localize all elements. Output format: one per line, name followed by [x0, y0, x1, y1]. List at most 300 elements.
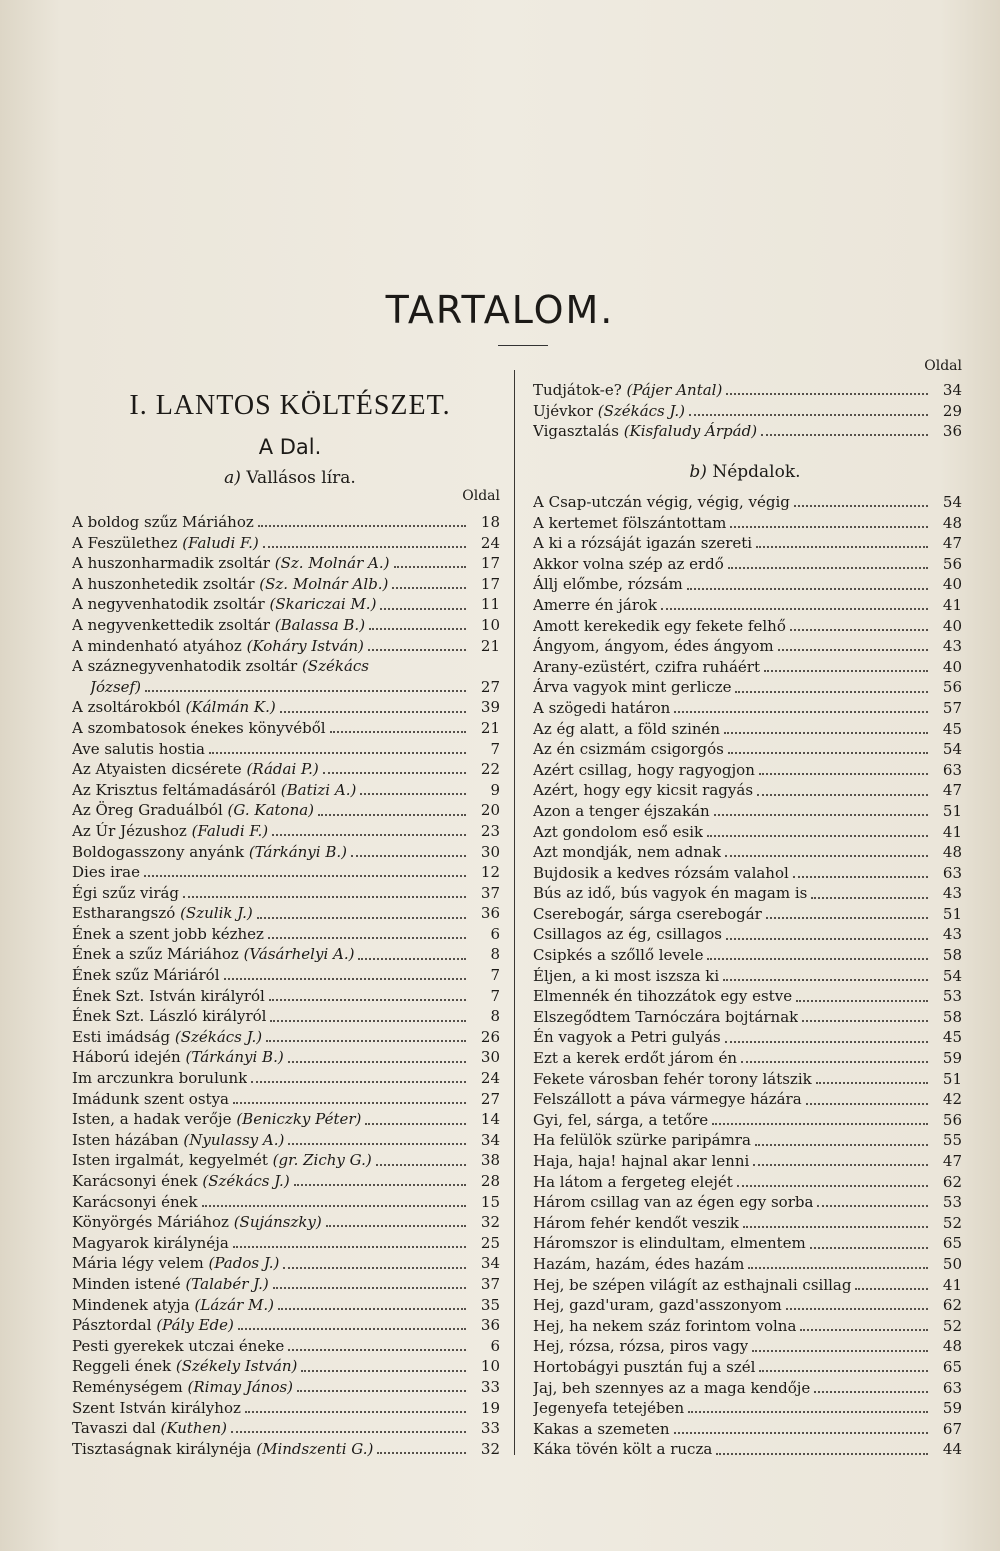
toc-entry-page: 54: [942, 493, 962, 511]
toc-entry: [533, 636, 962, 657]
dot-leader: [272, 834, 466, 836]
toc-entry: [533, 401, 962, 422]
dot-leader: [748, 1267, 928, 1269]
toc-entry-text: Felszállott a páva vármegye házára: [533, 1090, 802, 1109]
toc-entry-page: 12: [480, 863, 500, 882]
toc-entry-title: [72, 965, 220, 986]
toc-entry-page: 40: [942, 657, 962, 676]
dot-leader: [661, 608, 928, 610]
toc-entry-title: [533, 1007, 798, 1028]
toc-entry: [533, 533, 962, 554]
toc-entry: [533, 677, 962, 698]
toc-entry: [533, 986, 962, 1007]
toc-entry-title: [72, 1212, 322, 1233]
toc-entry-title: [72, 842, 347, 863]
toc-entry-title: [72, 697, 276, 718]
toc-entry: [533, 1316, 962, 1337]
toc-entry: [72, 883, 500, 904]
toc-entry-page: 58: [942, 946, 962, 965]
toc-entry-title: [72, 862, 140, 883]
toc-entry-title: [533, 595, 657, 616]
toc-entry-page: 14: [480, 1110, 500, 1129]
toc-entry-page: 47: [942, 534, 962, 553]
toc-entry: [72, 862, 500, 883]
toc-entry-page: 10: [480, 615, 500, 634]
toc-entry-title: [72, 1295, 274, 1316]
toc-entry: [533, 421, 962, 442]
dot-leader: [806, 1103, 928, 1105]
dot-leader: [728, 567, 928, 569]
left-subsection-heading: [70, 468, 510, 488]
toc-entry: [72, 965, 500, 986]
dot-leader: [209, 752, 466, 754]
toc-entry-title: [72, 759, 319, 780]
dot-leader: [716, 1453, 928, 1455]
toc-entry: [72, 697, 500, 718]
toc-entry-page: 52: [942, 1316, 962, 1335]
toc-entry-page: 39: [480, 698, 500, 717]
dot-leader: [318, 814, 466, 816]
dot-leader: [263, 546, 466, 548]
dot-leader: [270, 1020, 466, 1022]
toc-entry: [72, 1398, 500, 1419]
dot-leader: [360, 793, 466, 795]
toc-entry-author: (Faludi F.): [191, 821, 269, 840]
toc-entry-title: [72, 1027, 262, 1048]
toc-entry-text: Az Úr Jézushoz: [72, 821, 187, 840]
right-page-column-label: Oldal: [924, 358, 962, 374]
toc-entry: [533, 822, 962, 843]
toc-entry-text: Estharangszó: [72, 904, 176, 923]
toc-entry-text: Hej, gazd'uram, gazd'asszonyom: [533, 1296, 782, 1315]
toc-entry-text: A Feszülethez: [72, 533, 178, 552]
toc-entry: [72, 821, 500, 842]
toc-entry-author: (Szulik J.): [180, 904, 253, 923]
toc-entry: [533, 554, 962, 575]
toc-entry-text: Jaj, beh szennyes az a maga kendője: [533, 1378, 811, 1397]
toc-entry-title: [533, 1336, 748, 1357]
toc-entry-title: [72, 1006, 266, 1027]
toc-entry-text: Hej, be szépen világít az esthajnali csillag: [533, 1275, 852, 1294]
dot-leader: [778, 649, 928, 651]
dot-leader: [373, 669, 466, 671]
toc-entry-page: 6: [490, 1336, 500, 1355]
toc-entry-page: 53: [942, 1193, 962, 1212]
toc-entry-text: Fekete városban fehér torony látszik: [533, 1069, 812, 1088]
toc-entry: [533, 1275, 962, 1296]
toc-entry: [533, 1110, 962, 1131]
toc-entry-page: 43: [942, 884, 962, 903]
toc-entry-text: A huszonhetedik zsoltár: [72, 574, 255, 593]
toc-entry-page: 38: [480, 1151, 500, 1170]
dot-leader: [268, 937, 466, 939]
toc-entry-title: [72, 533, 259, 554]
toc-entry-page: 65: [942, 1357, 962, 1376]
toc-entry-title: [533, 945, 703, 966]
toc-entry-page: 21: [480, 636, 500, 655]
toc-entry-text: Arany-ezüstért, czifra ruháért: [533, 657, 760, 676]
toc-entry-page: 7: [490, 986, 500, 1005]
dot-leader: [258, 525, 466, 527]
toc-entry: [72, 553, 500, 574]
dot-leader: [728, 752, 928, 754]
dot-leader: [392, 587, 466, 589]
toc-entry-title: [72, 800, 314, 821]
toc-entry-title: [72, 944, 354, 965]
toc-entry-title: [72, 739, 205, 760]
toc-entry-text: Ének Szt. István királyról: [72, 986, 265, 1005]
toc-entry-title: [533, 698, 670, 719]
toc-entry-text: A kertemet fölszántottam: [533, 513, 727, 532]
toc-entry-title: [72, 1068, 247, 1089]
toc-entry-page: 36: [942, 422, 962, 441]
dot-leader: [741, 1061, 928, 1063]
toc-entry-text: Az Atyaisten dicsérete: [72, 760, 242, 779]
toc-entry-title: [533, 904, 762, 925]
toc-entry: [72, 1439, 500, 1460]
toc-entry-title: [533, 986, 792, 1007]
dot-leader: [351, 855, 466, 857]
toc-entry-text: A huszonharmadik zsoltár: [72, 554, 270, 573]
toc-entry-title: [72, 615, 365, 636]
toc-entry: [533, 1336, 962, 1357]
toc-entry: [533, 1398, 962, 1419]
dot-leader: [752, 1350, 928, 1352]
toc-entry-text: Ének szűz Máriáról: [72, 966, 220, 985]
dot-leader: [786, 1308, 928, 1310]
toc-entry-text: Azért csillag, hogy ragyogjon: [533, 760, 755, 779]
toc-entry-text: Bús az idő, bús vagyok én magam is: [533, 884, 808, 903]
toc-entry-text: Esti imádság: [72, 1027, 171, 1046]
toc-entry-title: [533, 1419, 670, 1440]
toc-entry-page: 34: [480, 1254, 500, 1273]
dot-leader: [793, 876, 928, 878]
toc-entry-title: [533, 616, 786, 637]
toc-entry-text: A Csap-utczán végig, végig, végig: [533, 493, 790, 511]
toc-entry-page: 55: [942, 1131, 962, 1150]
toc-entry: [533, 1007, 962, 1028]
toc-entry-text: Im arczunkra borulunk: [72, 1069, 248, 1088]
toc-entry-title: [533, 401, 685, 422]
toc-entry-text: Az én csizmám csigorgós: [533, 740, 724, 759]
toc-entry-text: A ki a rózsáját igazán szereti: [533, 534, 753, 553]
dot-leader: [202, 1205, 466, 1207]
toc-entry-page: 56: [942, 554, 962, 573]
toc-entry-page: 23: [480, 821, 500, 840]
toc-entry-page: 33: [480, 1377, 500, 1396]
toc-entry-page: 8: [490, 1007, 500, 1026]
toc-entry-text: Háromszor is elindultam, elmentem: [533, 1234, 806, 1253]
toc-entry-title: [533, 1378, 810, 1399]
toc-entry-text: Jegenyefa tetejében: [533, 1399, 685, 1418]
toc-entry: [72, 1315, 500, 1336]
left-toc-list: [72, 512, 500, 1459]
toc-entry-text: Ének a szent jobb kézhez: [72, 924, 264, 943]
toc-entry-title: [72, 1253, 279, 1274]
toc-entry-page: 40: [942, 616, 962, 635]
toc-entry-title: [72, 1109, 361, 1130]
toc-entry-page: 25: [480, 1233, 500, 1252]
toc-entry-page: 47: [942, 781, 962, 800]
toc-entry-page: 20: [480, 801, 500, 820]
toc-entry-title: [533, 1151, 749, 1172]
toc-entry-page: 52: [942, 1213, 962, 1232]
toc-entry-title: [72, 1192, 198, 1213]
toc-entry-page: 50: [942, 1254, 962, 1273]
toc-entry: [72, 1192, 500, 1213]
toc-entry-text: Az Krisztus feltámadásáról: [72, 780, 276, 799]
toc-entry-page: 21: [480, 718, 500, 737]
toc-entry-title: [533, 574, 683, 595]
column-divider: [514, 370, 515, 1455]
toc-entry: [533, 513, 962, 534]
toc-entry-text: Tavaszi dal: [72, 1419, 156, 1438]
toc-entry-page: 30: [480, 1048, 500, 1067]
dot-leader: [759, 773, 928, 775]
toc-entry-author: (Talabér J.): [185, 1274, 269, 1293]
toc-entry-title: [533, 822, 703, 843]
toc-entry-page: 11: [480, 595, 500, 614]
toc-entry-title: [72, 1356, 297, 1377]
toc-entry: [533, 1192, 962, 1213]
toc-entry-text: Cserebogár, sárga cserebogár: [533, 904, 762, 923]
dot-leader: [800, 1329, 928, 1331]
toc-entry: [533, 1419, 962, 1440]
toc-entry-page: 9: [490, 780, 500, 799]
toc-entry-text: A negyvenkettedik zsoltár: [72, 615, 270, 634]
dot-leader: [730, 526, 928, 528]
toc-entry: [533, 1069, 962, 1090]
toc-entry-author: (Pály Ede): [156, 1316, 234, 1335]
toc-entry-author: (Székács: [301, 657, 369, 676]
toc-entry-text: Ángyom, ángyom, édes ángyom: [533, 637, 774, 656]
toc-entry-author: (Székács J.): [202, 1172, 290, 1190]
toc-entry-author: (Nyulassy A.): [183, 1130, 285, 1149]
toc-entry-page: 8: [490, 945, 500, 964]
toc-entry: [533, 380, 962, 401]
dot-leader: [817, 1205, 928, 1207]
toc-entry-title: [533, 380, 722, 401]
toc-entry-text: Akkor volna szép az erdő: [533, 554, 724, 573]
toc-entry-text: Három fehér kendőt veszik: [533, 1213, 740, 1232]
toc-entry-text: Három csillag van az égen egy sorba: [533, 1193, 814, 1212]
toc-entry-title: [533, 533, 752, 554]
dot-leader: [726, 393, 928, 395]
toc-entry: [533, 945, 962, 966]
toc-entry-text: Tisztaságnak királynéja: [72, 1439, 252, 1458]
toc-entry-text: Gyi, fel, sárga, a tetőre: [533, 1110, 709, 1129]
toc-entry: [533, 1233, 962, 1254]
toc-entry-text: Hej, rózsa, rózsa, piros vagy: [533, 1337, 749, 1356]
toc-entry-title: [72, 1150, 372, 1171]
toc-entry-text: Amott kerekedik egy fekete felhő: [533, 616, 786, 635]
toc-entry-page: 10: [480, 1357, 500, 1376]
dot-leader: [802, 1020, 928, 1022]
toc-entry-page: 63: [942, 863, 962, 882]
toc-entry-title: [533, 1172, 733, 1193]
dot-leader: [810, 1247, 928, 1249]
toc-entry-text: Hortobágyi pusztán fuj a szél: [533, 1357, 756, 1376]
toc-entry-page: 36: [480, 1316, 500, 1335]
toc-entry-text: Ha felülök szürke paripámra: [533, 1131, 751, 1150]
toc-entry: [72, 924, 500, 945]
toc-entry-title: [72, 574, 388, 595]
toc-entry-page: 17: [480, 574, 500, 593]
toc-entry-page: 63: [942, 1378, 962, 1397]
toc-entry-text: A szombatosok énekes könyvéből: [72, 718, 326, 737]
toc-entry-text: Imádunk szent ostya: [72, 1089, 229, 1108]
toc-entry-page: 41: [942, 822, 962, 841]
toc-entry-text: Az Öreg Graduálból: [72, 801, 223, 820]
toc-entry: [72, 903, 500, 924]
toc-entry-author: (gr. Zichy G.): [272, 1151, 372, 1170]
toc-entry-title: [533, 1357, 755, 1378]
toc-entry: [533, 780, 962, 801]
dot-leader: [365, 1123, 466, 1125]
toc-entry: [533, 719, 962, 740]
dot-leader: [725, 1041, 928, 1043]
toc-entry-title: [72, 883, 179, 904]
toc-entry-page: 19: [480, 1398, 500, 1417]
toc-entry-page: 26: [480, 1027, 500, 1046]
toc-entry-page: 32: [480, 1439, 500, 1458]
toc-entry: [533, 863, 962, 884]
dot-leader: [725, 855, 928, 857]
dot-leader: [297, 1390, 466, 1392]
toc-entry-author: (Kálmán K.): [185, 698, 276, 717]
toc-entry-title: [533, 1439, 712, 1460]
toc-entry: [72, 1233, 500, 1254]
toc-entry-title: [72, 924, 264, 945]
toc-entry: [72, 1212, 500, 1233]
toc-entry: [533, 1295, 962, 1316]
toc-entry: [72, 1377, 500, 1398]
toc-entry: [72, 1274, 500, 1295]
toc-entry-page: 54: [942, 966, 962, 985]
toc-entry: [72, 1171, 500, 1192]
toc-entry-title: [533, 883, 807, 904]
toc-entry-page: 34: [942, 381, 962, 399]
dot-leader: [280, 711, 466, 713]
dot-leader: [723, 979, 928, 981]
toc-entry-page: 34: [480, 1130, 500, 1149]
toc-entry-text: A boldog szűz Máriához: [72, 513, 254, 531]
dot-leader: [796, 1000, 928, 1002]
subtitle: A Dal.: [258, 435, 322, 459]
dot-leader: [330, 731, 466, 733]
toc-entry: [533, 1151, 962, 1172]
toc-entry: [72, 1130, 500, 1151]
toc-entry-title: [533, 1316, 796, 1337]
dot-leader: [368, 649, 466, 651]
toc-entry-author: (Kuthen): [160, 1419, 227, 1438]
dot-leader: [816, 1082, 928, 1084]
toc-entry-page: 62: [942, 1172, 962, 1191]
toc-entry-author: (Vásárhelyi A.): [243, 945, 355, 964]
toc-entry: [533, 698, 962, 719]
toc-entry: [72, 574, 500, 595]
toc-entry-text: Káka tövén költ a rucza: [533, 1440, 713, 1459]
toc-entry-text: Azt gondolom eső esik: [533, 822, 704, 841]
toc-entry-page: 57: [942, 698, 962, 717]
toc-entry-text: Isten, a hadak verője: [72, 1110, 232, 1129]
toc-entry-text: Állj előmbe, rózsám: [533, 575, 683, 594]
toc-entry-author: (Balassa B.): [274, 615, 366, 634]
toc-entry-text: A száznegyvenhatodik zsoltár: [72, 657, 298, 676]
toc-entry-title: [72, 821, 268, 842]
toc-entry-text: A zsoltárokból: [72, 698, 181, 717]
toc-entry-page: 27: [480, 677, 500, 696]
dot-leader: [144, 875, 466, 877]
toc-entry-text: Azért, hogy egy kicsit ragyás: [533, 781, 754, 800]
toc-entry-title: [72, 780, 356, 801]
toc-entry-text: Isten irgalmát, kegyelmét: [72, 1151, 268, 1170]
dot-leader: [238, 1328, 466, 1330]
toc-entry: [72, 944, 500, 965]
toc-entry-page: 15: [480, 1192, 500, 1211]
dot-leader: [761, 434, 928, 436]
toc-entry: [533, 1378, 962, 1399]
toc-entry: [72, 1418, 500, 1439]
toc-entry: [533, 1130, 962, 1151]
toc-entry-title: [72, 1274, 269, 1295]
toc-entry-author: (Sz. Molnár A.): [274, 554, 390, 573]
toc-entry: [72, 1006, 500, 1027]
toc-entry: [72, 1047, 500, 1068]
toc-entry: [533, 924, 962, 945]
toc-entry-text: Éljen, a ki most iszsza ki: [533, 966, 720, 985]
toc-entry-title: [533, 492, 790, 513]
toc-entry-title: [72, 553, 390, 574]
dot-leader: [743, 1226, 928, 1228]
dot-leader: [257, 917, 466, 919]
toc-entry: [72, 780, 500, 801]
toc-entry-author: (Sujánszky): [233, 1213, 322, 1232]
toc-entry-author: (Tárkányi B.): [185, 1048, 284, 1067]
toc-entry-text: Szent István királyhoz: [72, 1398, 241, 1417]
toc-entry-text: Elszegődtem Tarnóczára bojtárnak: [533, 1007, 799, 1026]
toc-entry-author: (Tárkányi B.): [248, 842, 347, 861]
toc-entry-page: 28: [480, 1172, 500, 1190]
toc-entry-page: 30: [480, 842, 500, 861]
toc-entry-text: Pásztordal: [72, 1316, 152, 1335]
toc-entry-text: Árva vagyok mint gerlicze: [533, 678, 732, 697]
toc-entry-title: [72, 718, 326, 739]
toc-entry-text: Ezt a kerek erdőt járom én: [533, 1049, 738, 1068]
dot-leader: [687, 588, 928, 590]
toc-entry-title: [72, 1315, 234, 1336]
toc-entry: [533, 1048, 962, 1069]
toc-entry-text: Mindenek atyja: [72, 1295, 190, 1314]
dot-leader: [245, 1411, 466, 1413]
toc-entry-page: 24: [480, 533, 500, 552]
toc-entry: [533, 616, 962, 637]
toc-entry: [72, 1295, 500, 1316]
toc-entry-text: Ének Szt. László királyról: [72, 1007, 267, 1026]
toc-entry-title: [72, 1089, 229, 1110]
toc-entry-text: Karácsonyi ének: [72, 1172, 198, 1190]
toc-entry-title: [533, 1275, 851, 1296]
toc-entry: [72, 739, 500, 760]
toc-entry-text: Boldogasszony anyánk: [72, 842, 245, 861]
toc-entry-author: (Lázár M.): [194, 1295, 275, 1314]
dot-leader: [707, 835, 928, 837]
toc-entry-page: 6: [490, 924, 500, 943]
toc-entry-author: (Kisfaludy Árpád): [623, 422, 758, 441]
toc-entry-title: [533, 554, 724, 575]
dot-leader: [278, 1308, 466, 1310]
toc-entry: [533, 1357, 962, 1378]
